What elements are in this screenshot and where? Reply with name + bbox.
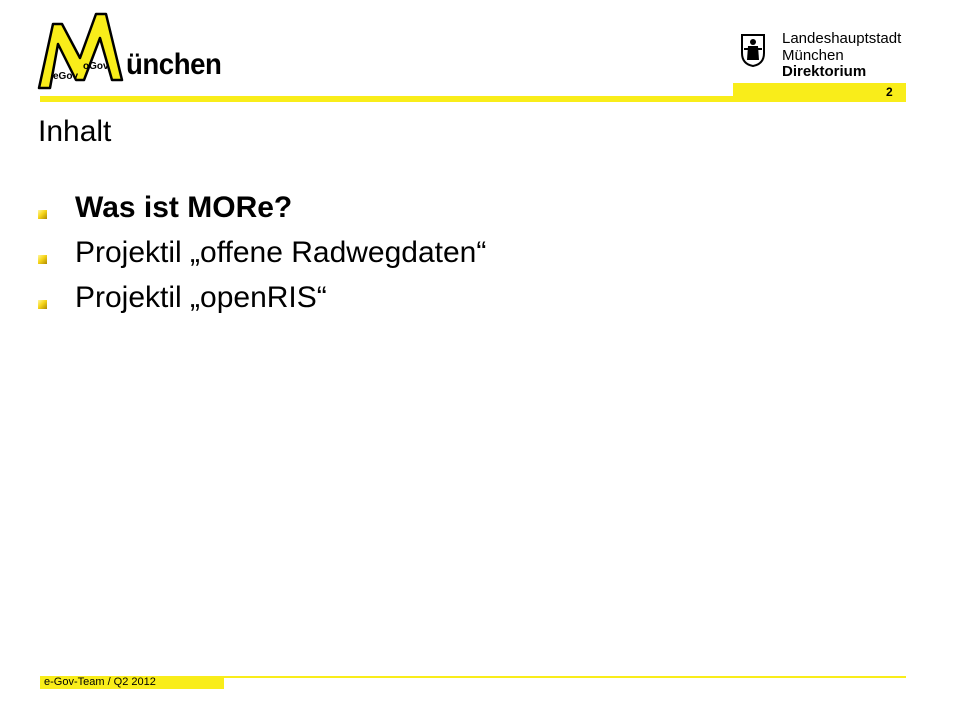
logo-wordmark: ünchen — [126, 48, 222, 81]
slide-title: Inhalt — [38, 115, 112, 148]
org-name-line2: München — [782, 47, 844, 64]
bullet-text: Projektil „offene Radwegdaten“ — [75, 236, 487, 269]
page-number: 2 — [886, 85, 893, 99]
header-rule — [40, 96, 906, 102]
bullet-text: Projektil „openRIS“ — [75, 281, 327, 314]
org-department: Direktorium — [782, 63, 867, 80]
bullet-marker-icon — [38, 300, 47, 309]
bullet-marker-icon — [38, 255, 47, 264]
logo-egov-label: eGov — [53, 71, 79, 82]
munich-monk-emblem-icon — [740, 33, 766, 67]
org-name-line1: Landeshauptstadt — [782, 30, 902, 47]
bullet-marker-icon — [38, 210, 47, 219]
footer-text: e-Gov-Team / Q2 2012 — [44, 676, 156, 688]
logo-ogov-label: oGov — [83, 61, 109, 72]
bullet-text: Was ist MORe? — [75, 191, 293, 224]
